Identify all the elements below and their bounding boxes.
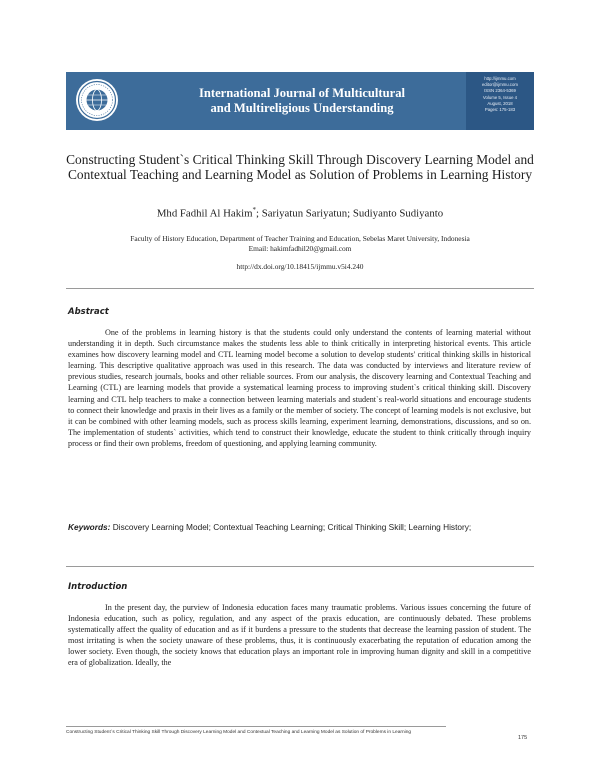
keywords-text: Discovery Learning Model; Contextual Teaching Learning; Critical Thinking Skill; Learning History; <box>112 522 472 532</box>
doi-link[interactable]: http://dx.doi.org/10.18415/ijmmu.v5i4.240 <box>236 262 364 271</box>
journal-issn: ISSN 2364-5369 <box>484 88 516 94</box>
divider <box>66 288 534 289</box>
journal-meta <box>466 76 534 113</box>
abstract-paragraph: One of the problems in learning history is that the students could only understand the contents of learning material without understanding it in depth. Such circumstance makes the students less able to think critically in interpreting historical events. This article examines how discovery learning model and CTL learning model become a solution to develop students' critical thinking skills in historical learning. This descriptive qualitative approach was used in this research. The data was conducted by interviews and literature review of previous studies, research journals, books and other reliable sources. From our analysis, the discovery learning and Contextual Teaching and Learning (CTL) are learning models that provide a systematical learning process to improving student`s critical thinking skill. Discovery learning and CTL help teachers to make a connection between learning materials and student`s real-world situations and encourage students to connect their knowledge and praxis in their lives as a family or the member of society. The concept of learning models is not exclusive, but it can be combined with other learning models, such as process skills learning, experiment learning, demonstrations, discussions, and so on. The implementation of students` activities, which tend to construct their knowledge, educate the student to think critically through inquiry process or find their own problems, freedom of questioning, and applying learning community. <box>68 328 531 448</box>
journal-logo-icon <box>75 78 119 122</box>
author-list <box>0 206 600 220</box>
page-number: 175 <box>518 735 528 741</box>
co-authors: ; Sariyatun Sariyatun; Sudiyanto Sudiyanto <box>256 207 444 220</box>
journal-banner <box>66 72 534 130</box>
introduction-body <box>68 602 531 669</box>
corresponding-mark: * <box>252 206 257 214</box>
journal-volume: Volume 5, Issue 4 <box>482 94 518 100</box>
paper-title: Constructing Student`s Critical Thinking Skill Through Discovery Learning Model and Contextual Teaching and Learning Model as Solution of Problems in Learning History <box>66 152 534 182</box>
journal-email[interactable]: editor@ijmmu.com <box>482 82 518 88</box>
keywords-label: Keywords: <box>68 522 111 532</box>
journal-date: August, 2018 <box>487 100 513 106</box>
keywords <box>68 522 531 533</box>
introduction-paragraph: In the present day, the purview of Indonesia education faces many traumatic problems. Various issues concerning the future of Indonesia education, such as policy, regulation, and any aspect of the praxis education, are continuously debated. These problems systematically affect the quality of education and as if it burdens a pressure to the students that decrease the learning passion of student. The most irritating is when the society unaware of these problems, thus, it is continuously exacerbating the reputation of education among the lower society. Even though, the society knows that education plays an important role in improving human dignity and skill in a competitive era of globalization. Ideally, the <box>68 603 531 668</box>
running-title: Constructing Student`s Critical Thinking Skill Through Discovery Learning Model and Contextual Teaching and Learning Model as Solution of Problems in Learning <box>66 730 412 735</box>
journal-url[interactable]: http://ijmmu.com <box>484 76 516 81</box>
affiliation: Faculty of History Education, Department of Teacher Training and Education, Sebelas Maret University, Indonesia <box>130 234 470 243</box>
introduction-heading: Introduction <box>68 582 128 592</box>
affiliation-block <box>0 234 600 254</box>
journal-pages: Pages: 175-183 <box>484 107 516 113</box>
journal-meta-panel <box>466 72 534 130</box>
journal-title: International Journal of Multicultural and Multireligious Understanding <box>198 86 406 115</box>
divider <box>66 566 534 567</box>
author-email: Email: hakimfadhil20@gmail.com <box>248 244 352 253</box>
abstract-heading: Abstract <box>68 307 109 317</box>
abstract-body <box>68 327 531 449</box>
footer-divider <box>66 726 446 727</box>
author-name: Mhd Fadhil Al Hakim <box>156 207 253 220</box>
